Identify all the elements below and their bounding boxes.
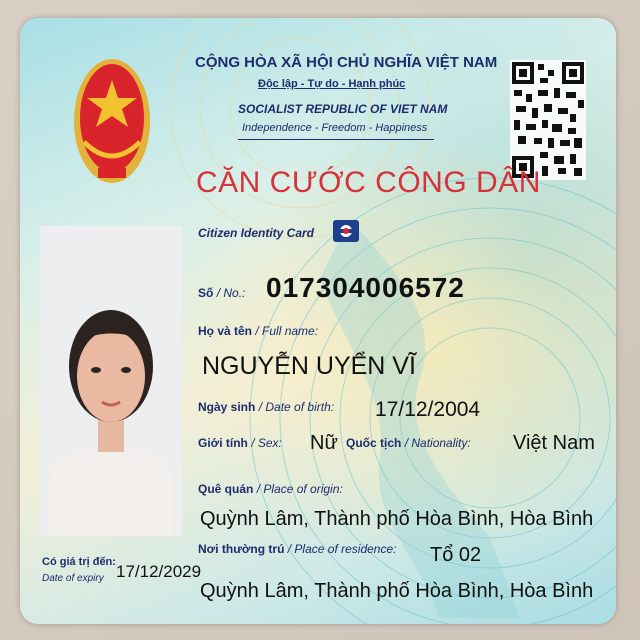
portrait-photo: [40, 226, 182, 536]
card-title: CĂN CƯỚC CÔNG DÂN: [196, 166, 541, 199]
residence-line-2: Quỳnh Lâm, Thành phố Hòa Bình, Hòa Bình: [200, 580, 594, 602]
origin-label: Quê quán / Place of origin:: [198, 482, 343, 496]
number-label: Số / No.:: [198, 286, 246, 300]
expiry-date: 17/12/2029: [116, 562, 202, 581]
header-divider: [238, 139, 434, 140]
id-card: [20, 18, 616, 624]
residence-line-1: Tổ 02: [430, 544, 482, 566]
qr-code-icon: [510, 60, 586, 180]
motto-vn: Độc lập - Tự do - Hạnh phúc: [258, 78, 406, 90]
country-name-vn: CỘNG HÒA XÃ HỘI CHỦ NGHĨA VIỆT NAM: [195, 54, 498, 71]
sex-value: Nữ: [310, 432, 338, 454]
nationality-value: Việt Nam: [513, 432, 595, 454]
sex-label: Giới tính / Sex:: [198, 436, 282, 450]
name-label: Họ và tên / Full name:: [198, 324, 319, 338]
motto-en: Independence - Freedom - Happiness: [242, 122, 428, 134]
date-of-birth: 17/12/2004: [375, 398, 481, 421]
chip-icon: [333, 220, 359, 242]
expiry-label-vn: Có giá trị đến:: [42, 556, 116, 568]
full-name: NGUYỄN UYỂN VĨ: [202, 352, 416, 380]
place-of-origin: Quỳnh Lâm, Thành phố Hòa Bình, Hòa Bình: [200, 508, 594, 530]
country-name-en: SOCIALIST REPUBLIC OF VIET NAM: [238, 102, 448, 116]
expiry-label-en: Date of expiry: [42, 573, 104, 584]
national-emblem-icon: [72, 52, 152, 190]
portrait-image: [40, 226, 182, 536]
residence-label: Nơi thường trú / Place of residence:: [198, 542, 397, 556]
id-number: 017304006572: [266, 272, 465, 303]
dob-label: Ngày sinh / Date of birth:: [198, 400, 335, 414]
card-subtitle: Citizen Identity Card: [198, 226, 315, 240]
nationality-label: Quốc tịch / Nationality:: [346, 436, 471, 450]
